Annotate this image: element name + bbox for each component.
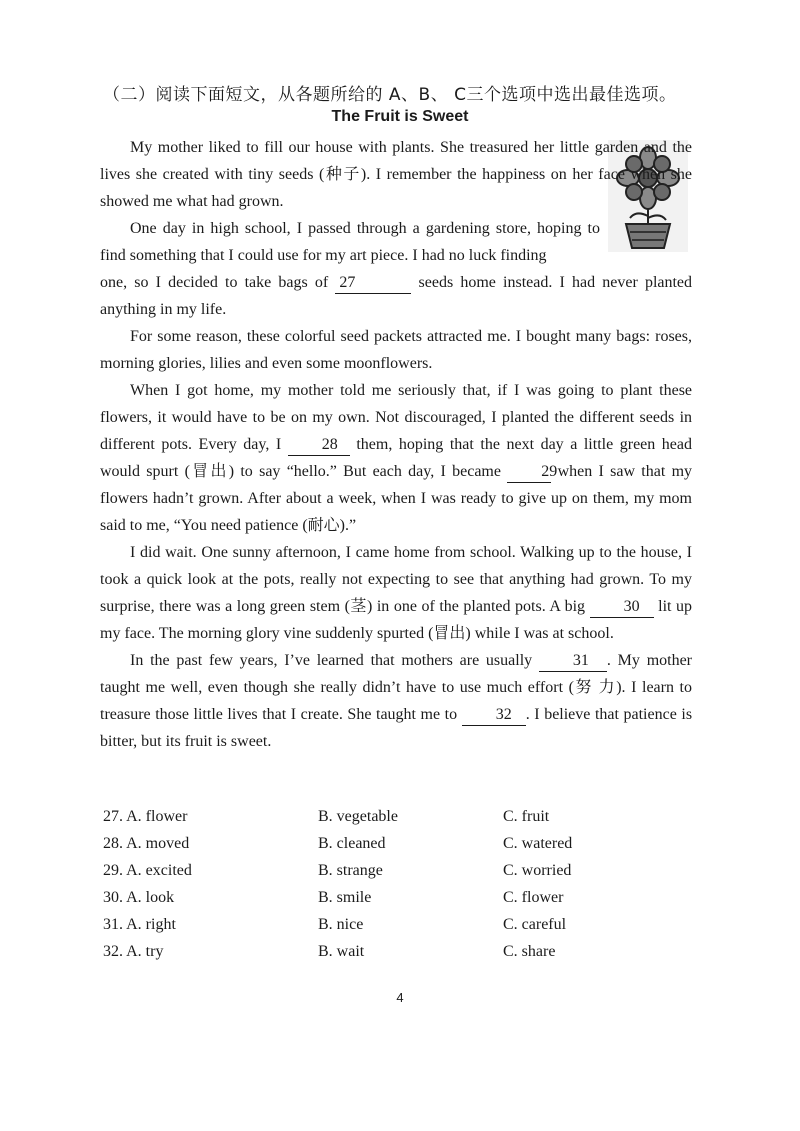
option-a[interactable]: 32. A. try [103,943,164,960]
blank-28[interactable]: 28 [288,435,350,456]
option-a[interactable]: 31. A. right [103,916,176,933]
option-a[interactable]: 30. A. look [103,889,175,906]
question-28 [103,835,703,862]
option-b[interactable]: B. strange [318,862,383,879]
reading-passage [100,134,692,755]
option-c[interactable]: C. fruit [503,808,550,825]
option-c[interactable]: C. share [503,943,556,960]
option-a[interactable]: 27. A. flower [103,808,188,825]
option-b[interactable]: B. vegetable [318,808,398,825]
question-27 [103,808,703,835]
option-b[interactable]: B. smile [318,889,372,906]
paragraph-4: When I got home, my mother told me seriously that, if I was going to plant these flowers, it would have to be on my own. Not discouraged, I planted the different seeds in different pots. Every day, I 28 them, hoping that the next day a little green head would spurt (冒出) to say “hello.” But each day, I became 29 when I saw that my flowers hadn’t grown. After about a week, when I was ready to give up on them, my mom said to me, “You need patience (耐心).” [100,382,693,534]
blank-32[interactable]: 32 [462,705,526,726]
blank-31[interactable]: 31 [539,651,607,672]
option-c[interactable]: C. careful [503,916,567,933]
answer-options [103,808,703,970]
section-instruction: （二）阅读下面短文，从各题所给的 A、B、 C三个选项中选出最佳选项。 [103,85,677,105]
option-a[interactable]: 29. A. excited [103,862,192,879]
option-b[interactable]: B. cleaned [318,835,386,852]
option-b[interactable]: B. nice [318,916,364,933]
option-c[interactable]: C. worried [503,862,572,879]
passage-title: The Fruit is Sweet [331,108,469,125]
paragraph-1: My mother liked to fill our house with plants. She treasured her little garden and the lives she created with tiny seeds (种子). I remember the happiness on her face when she showed me what had grown. [100,139,693,210]
question-30 [103,889,703,916]
blank-27[interactable]: 27 [335,273,411,294]
blank-30[interactable]: 30 [590,597,654,618]
paragraph-3: For some reason, these colorful seed packets attracted me. I bought many bags: roses, morning glories, lilies and even some moonflowers. [100,328,693,372]
page-number: 4 [396,990,404,1005]
paragraph-6: In the past few years, I’ve learned that mothers are usually 31 . My mother taught me well, even though she really didn’t have to use much effort (努 力). I learn to treasure those little lives that I create. She taught me to 32 . I believe that patience is bitter, but its fruit is sweet. [100,652,693,750]
question-32 [103,943,703,970]
option-c[interactable]: C. flower [503,889,564,906]
option-c[interactable]: C. watered [503,835,573,852]
option-a[interactable]: 28. A. moved [103,835,190,852]
paragraph-2: One day in high school, I passed through a gardening store, hoping to find something that I could use for my art piece. I had no luck finding [100,220,600,264]
option-b[interactable]: B. wait [318,943,365,960]
question-31 [103,916,703,943]
question-29 [103,862,703,889]
paragraph-5: I did wait. One sunny afternoon, I came home from school. Walking up to the house, I took a quick look at the pots, really not expecting to see that anything had grown. To my surprise, there was a long green stem (茎) in one of the planted pots. A big 30 lit up my face. The morning glory vine suddenly spurted (冒出) while I was at school. [100,544,693,642]
paragraph-2-continued: one, so I decided to take bags of 27 seeds home instead. I had never planted anything in my life. [100,274,693,318]
blank-29[interactable]: 29 [507,462,551,483]
